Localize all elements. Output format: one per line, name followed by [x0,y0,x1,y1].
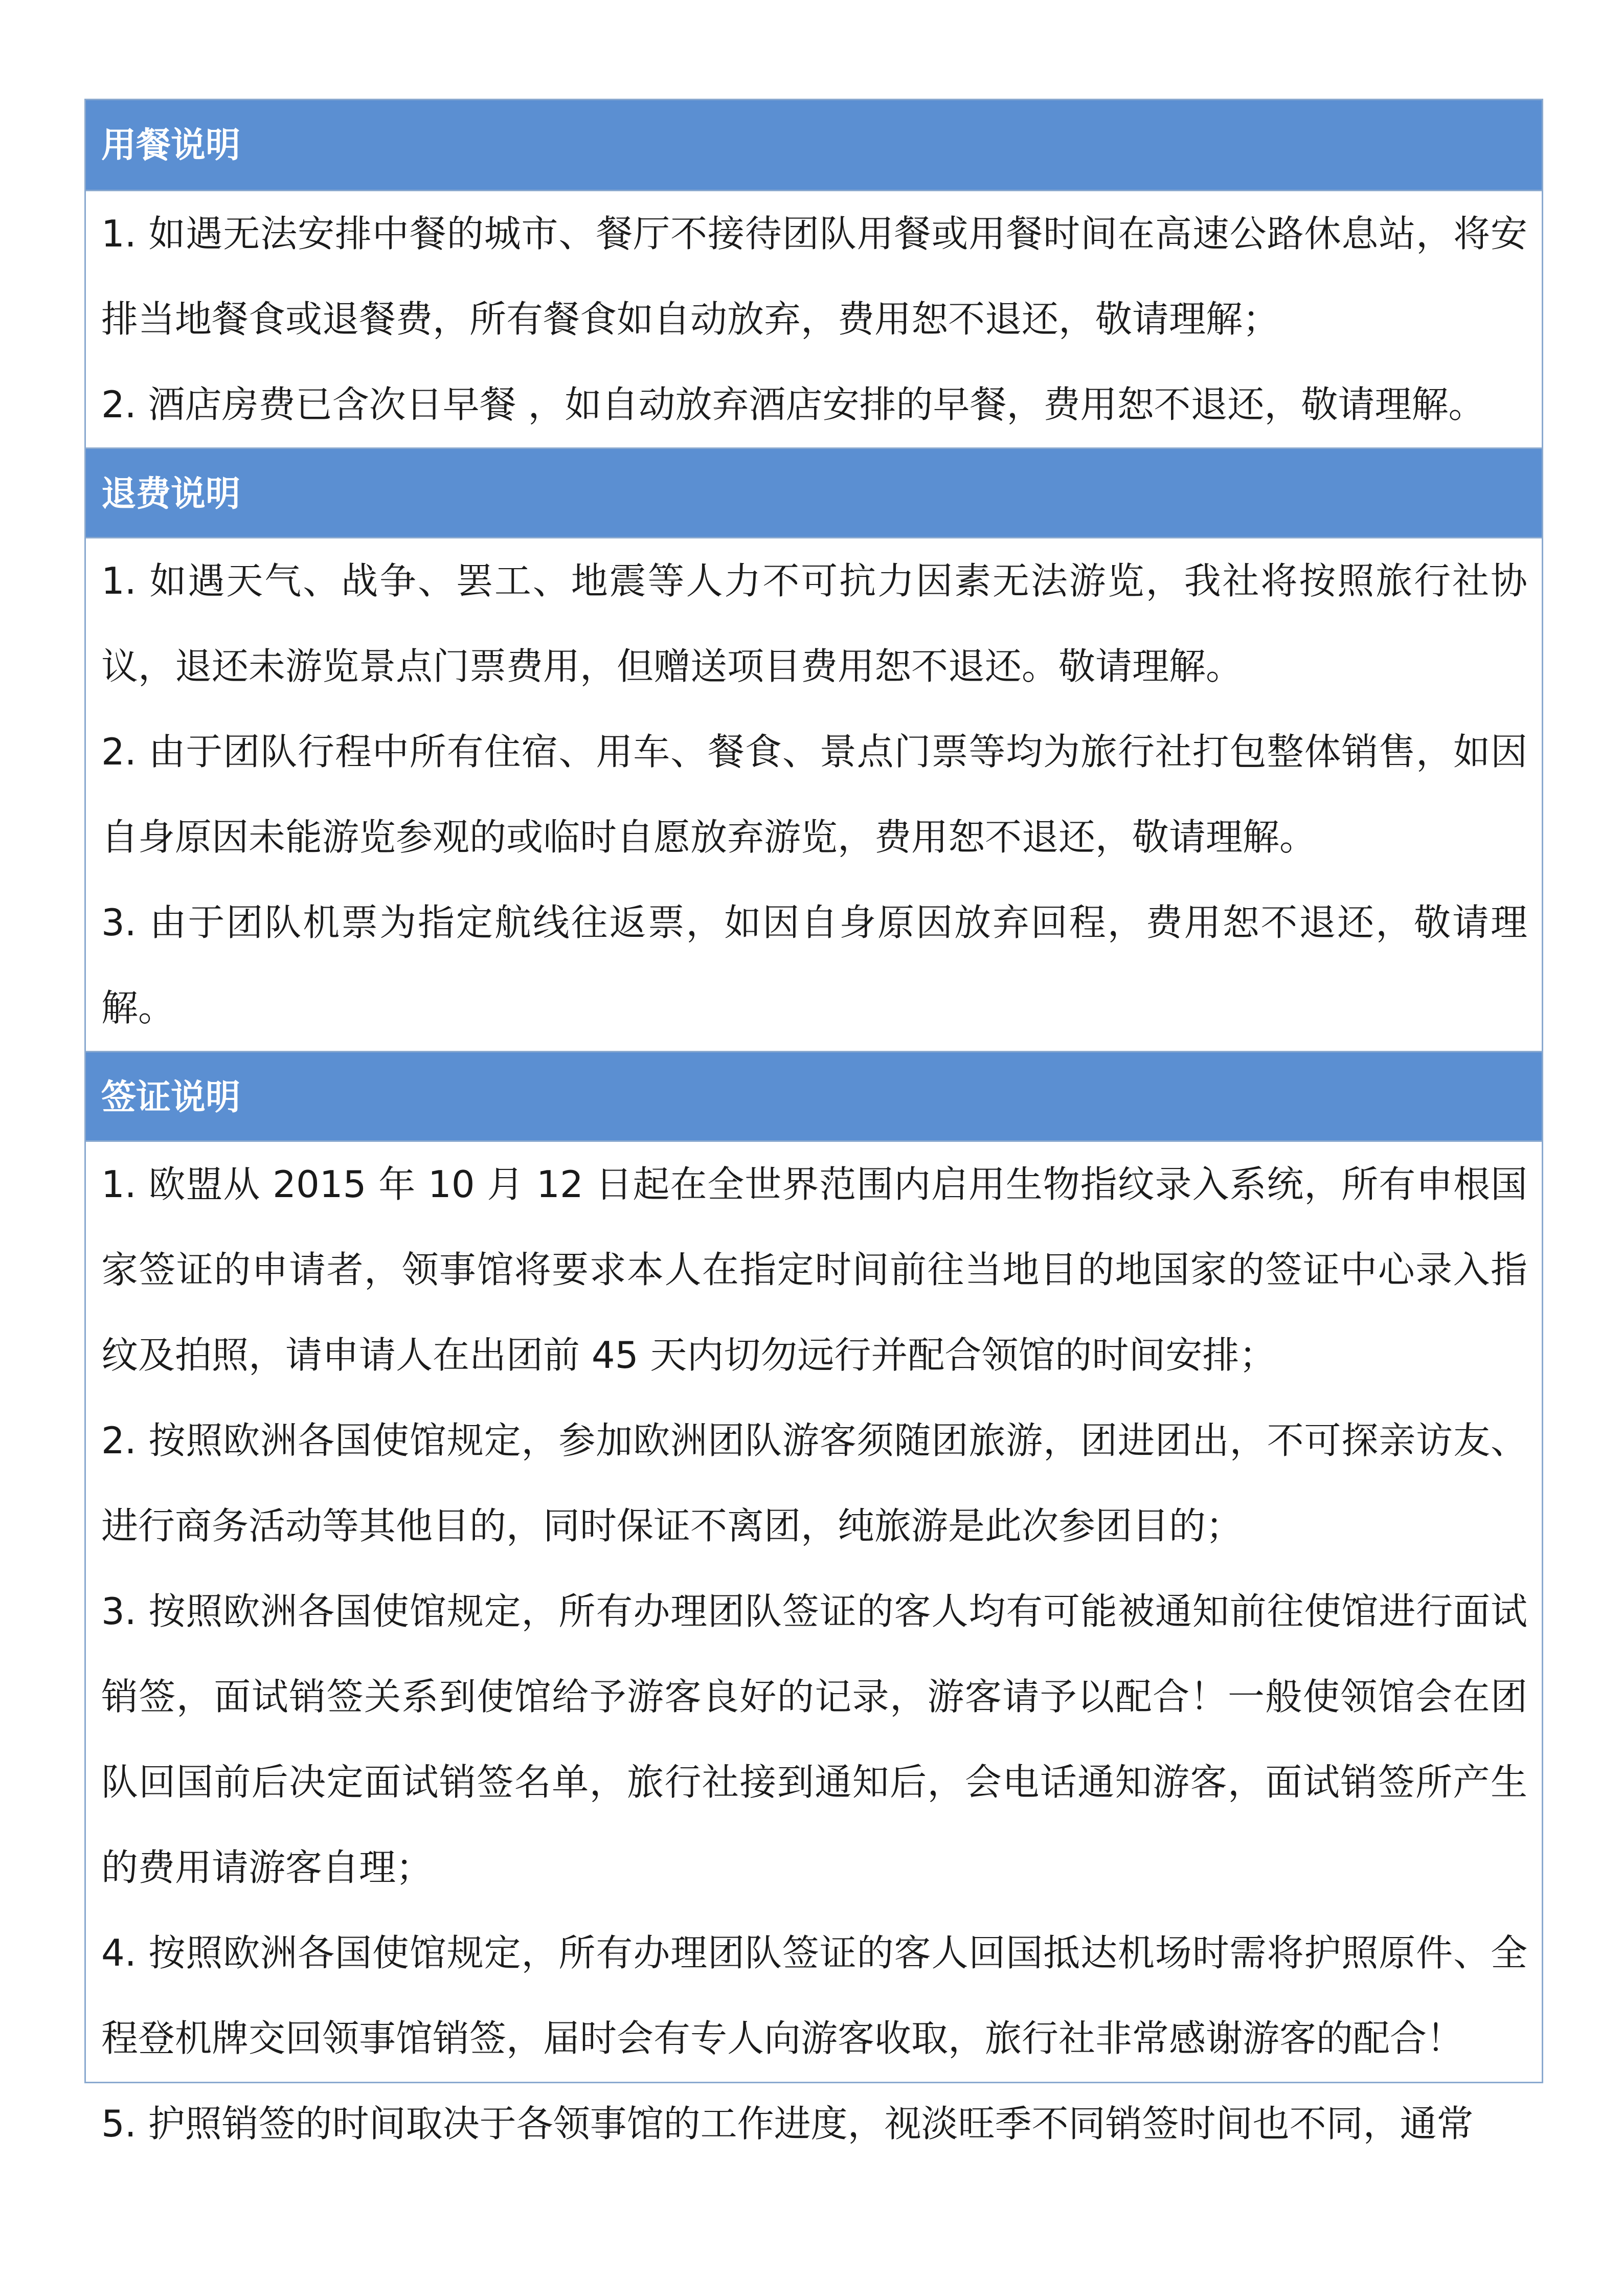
meals-item-2: 2. 酒店房费已含次日早餐 ，如自动放弃酒店安排的早餐，费用恕不退还，敬请理解。 [101,383,1485,426]
visa-item-1: 1. 欧盟从 2015 年 10 月 12 日起在全世界范围内启用生物指纹录入系统，所有申根国家签证的申请者，领事馆将要求本人在指定时间前往当地目的地国家的签证中心录入指纹及拍照，请申请人在出团前 45 天内切勿远行并配合领馆的时间安排； [101,1163,1527,1377]
refund-item-2: 2. 由于团队行程中所有住宿、用车、餐食、景点门票等均为旅行社打包整体销售，如因自身原因未能游览参观的或临时自愿放弃游览，费用恕不退还，敬请理解。 [101,730,1527,859]
visa-item-5: 5. 护照销签的时间取决于各领事馆的工作进度，视淡旺季不同销签时间也不同，通常 [101,2102,1474,2145]
section-body-refund [86,538,1542,1051]
visa-item-4: 4. 按照欧洲各国使馆规定，所有办理团队签证的客人回国抵达机场时需将护照原件、全程登机牌交回领事馆销签，届时会有专人向游客收取，旅行社非常感谢游客的配合！ [101,1931,1527,2060]
section-header-refund: 退费说明 [86,447,1542,538]
refund-item-3: 3. 由于团队机票为指定航线往返票，如因自身原因放弃回程，费用恕不退还，敬请理解。 [101,901,1527,1029]
visa-item-3: 3. 按照欧洲各国使馆规定，所有办理团队签证的客人均有可能被通知前往使馆进行面试销签，面试销签关系到使馆给予游客良好的记录，游客请予以配合！一般使领馆会在团队回国前后决定面试销签名单，旅行社接到通知后，会电话通知游客，面试销签所产生的费用请游客自理； [101,1590,1527,1889]
visa-item-2: 2. 按照欧洲各国使馆规定，参加欧洲团队游客须随团旅游，团进团出，不可探亲访友、进行商务活动等其他目的，同时保证不离团，纯旅游是此次参团目的； [101,1419,1527,1547]
notes-table [84,99,1543,2145]
meals-item-1: 1. 如遇无法安排中餐的城市、餐厅不接待团队用餐或用餐时间在高速公路休息站，将安排当地餐食或退餐费，所有餐食如自动放弃，费用恕不退还，敬请理解； [101,212,1527,341]
section-body-visa [86,1142,1542,2167]
section-header-visa: 签证说明 [86,1051,1542,1142]
section-header-meals: 用餐说明 [86,100,1542,191]
refund-item-1: 1. 如遇天气、战争、罢工、地震等人力不可抗力因素无法游览，我社将按照旅行社协议，退还未游览景点门票费用，但赠送项目费用恕不退还。敬请理解。 [101,559,1527,688]
section-body-meals [86,191,1542,447]
